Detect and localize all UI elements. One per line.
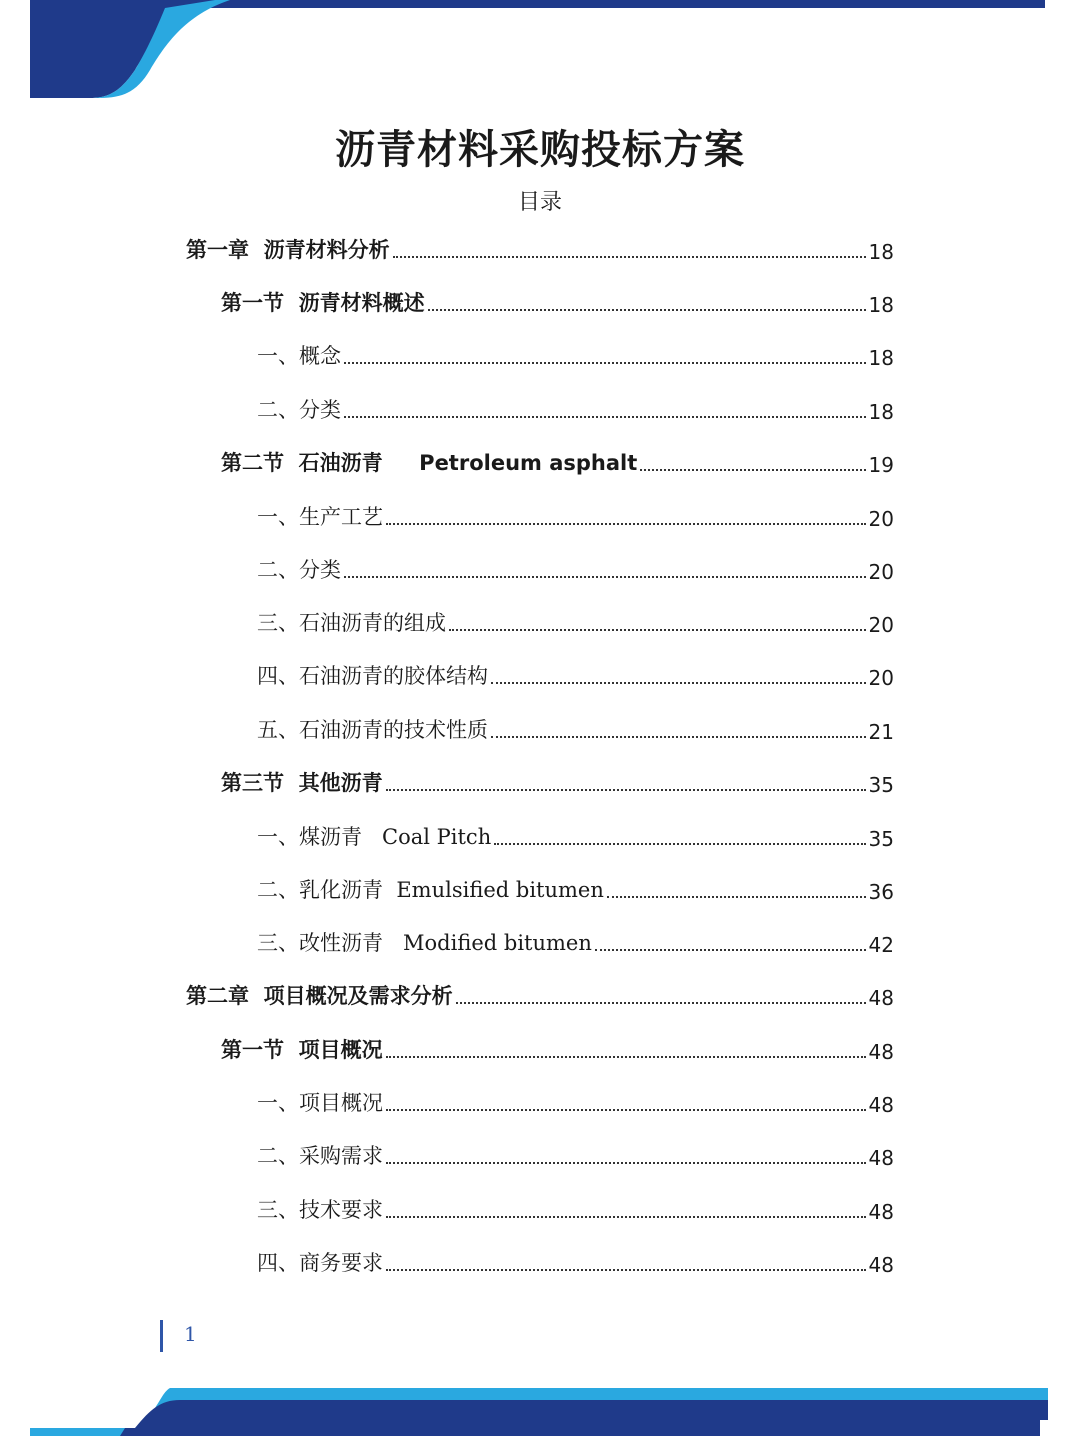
toc-entry-text: 第二章 项目概况及需求分析 [186,984,453,1008]
toc-entry[interactable] [257,390,894,424]
toc-entry[interactable] [257,870,894,904]
toc-entry-page: 36 [868,880,894,904]
toc-entry-page: 20 [868,507,894,531]
toc-entry-text: 一、煤沥青 Coal Pitch [257,825,492,849]
toc-entry-page: 42 [868,933,894,957]
toc-entry-text: 二、乳化沥青 Emulsified bitumen [257,878,604,902]
toc-entry[interactable] [221,763,894,797]
toc-entry-page: 20 [868,560,894,584]
toc-leader-dots [344,566,866,578]
toc-entry[interactable] [257,923,894,957]
toc-entry-text: 五、石油沥青的技术性质 [257,718,488,742]
toc-entry-page: 48 [868,1040,894,1064]
toc-entry[interactable] [257,1190,894,1224]
toc-entry[interactable] [221,283,894,317]
toc-entry-page: 48 [868,1146,894,1170]
toc-leader-dots [456,992,866,1004]
footer-divider [160,1320,163,1352]
toc-entry-page: 18 [868,400,894,424]
toc-entry[interactable] [257,603,894,637]
toc-entry-text: 三、石油沥青的组成 [257,611,446,635]
toc-entry-text: 第三节 其他沥青 [221,771,383,795]
header-decoration [0,0,1080,110]
toc-leader-dots [386,1046,866,1058]
toc-entry-text: 三、技术要求 [257,1198,383,1222]
toc-entry-text: 一、概念 [257,344,341,368]
toc-entry[interactable] [186,976,894,1010]
toc-leader-dots [344,406,866,418]
toc-leader-dots [386,1206,866,1218]
toc-entry[interactable] [257,656,894,690]
toc-entry-text: 二、分类 [257,398,341,422]
toc-entry-text: 四、石油沥青的胶体结构 [257,664,488,688]
toc-entry[interactable] [257,817,894,851]
toc-heading: 目录 [517,190,562,215]
toc-entry-text: 三、改性沥青 Modified bitumen [257,931,592,955]
toc-entry-text: 二、分类 [257,558,341,582]
toc-leader-dots [595,939,866,951]
toc-entry-text: 一、项目概况 [257,1091,383,1115]
toc-leader-dots [344,352,866,364]
toc-leader-dots [449,619,866,631]
toc-leader-dots [491,672,866,684]
document-title: 沥青材料采购投标方案 [335,127,745,173]
toc-entry-page: 18 [868,293,894,317]
toc-entry[interactable] [257,710,894,744]
toc-entry-page: 35 [868,827,894,851]
toc-leader-dots [607,886,866,898]
toc-entry-page: 20 [868,613,894,637]
toc-entry-text: 第一章 沥青材料分析 [186,238,390,262]
page-number: 1 [184,1322,197,1346]
toc-leader-dots [494,833,865,845]
toc-leader-dots [491,726,866,738]
toc-entry-page: 18 [868,240,894,264]
toc-entry-page: 19 [868,453,894,477]
toc-entry[interactable] [257,550,894,584]
toc-entry[interactable] [186,230,894,264]
toc-entry[interactable] [257,1243,894,1277]
toc-entry-text: 一、生产工艺 [257,505,383,529]
toc-entry-page: 48 [868,986,894,1010]
toc-leader-dots [386,1152,866,1164]
toc-entry-page: 48 [868,1093,894,1117]
toc-entry[interactable] [257,336,894,370]
toc-entry[interactable] [257,1083,894,1117]
toc-entry[interactable] [257,1136,894,1170]
toc-leader-dots [386,513,866,525]
toc-entry[interactable] [221,443,894,477]
footer-decoration [0,1380,1080,1440]
toc-entry-page: 48 [868,1200,894,1224]
toc-leader-dots [640,459,865,471]
toc-entry-page: 35 [868,773,894,797]
toc-entry-text: 二、采购需求 [257,1144,383,1168]
toc-leader-dots [386,779,866,791]
toc-entry-page: 48 [868,1253,894,1277]
toc-entry[interactable] [221,1030,894,1064]
toc-leader-dots [393,246,866,258]
toc-entry-text: 第一节 项目概况 [221,1038,383,1062]
toc-entry-page: 20 [868,666,894,690]
toc-leader-dots [386,1099,866,1111]
toc-entry-text: 四、商务要求 [257,1251,383,1275]
toc-entry-page: 18 [868,346,894,370]
toc-entry-text: 第一节 沥青材料概述 [221,291,425,315]
toc-entry-text: 第二节 石油沥青 Petroleum asphalt [221,451,638,475]
toc-leader-dots [386,1259,866,1271]
toc-entry-page: 21 [868,720,894,744]
toc-entry[interactable] [257,497,894,531]
toc-leader-dots [428,299,866,311]
